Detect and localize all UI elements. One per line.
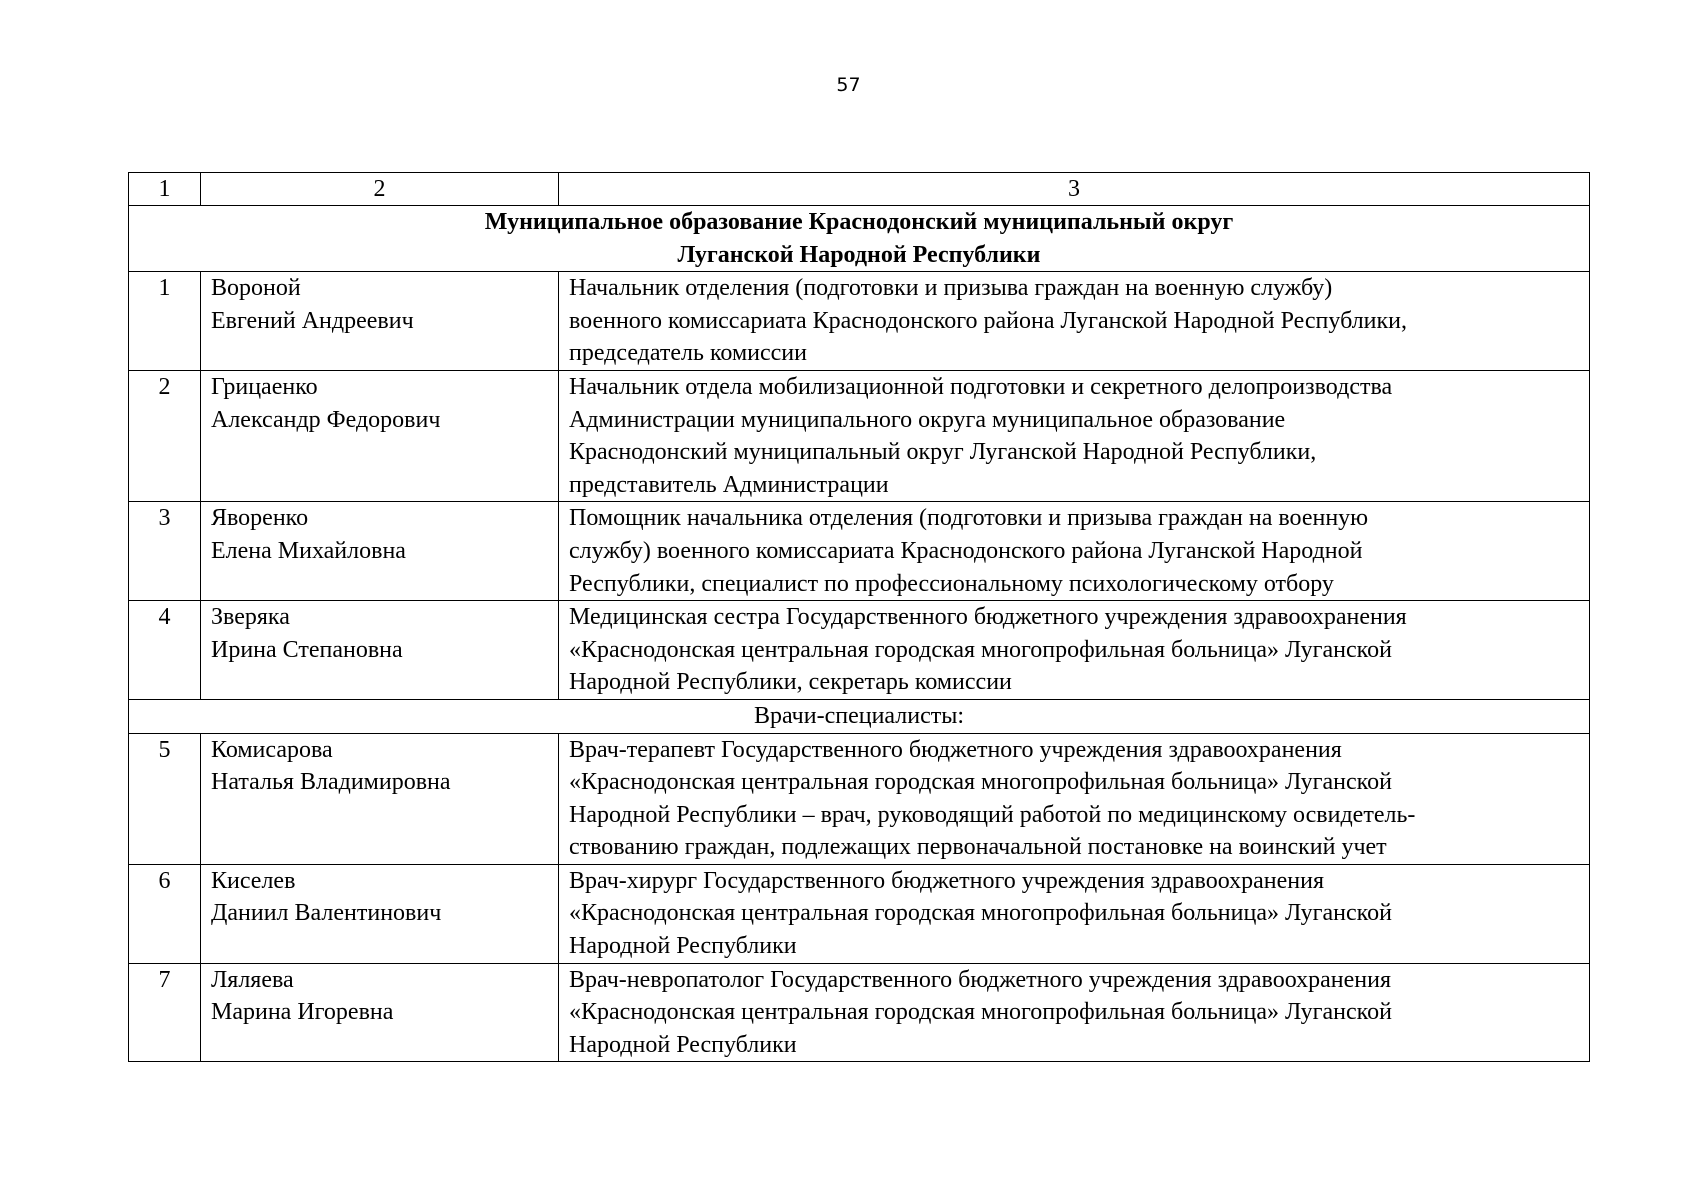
subsection-title: Врачи-специалисты: xyxy=(129,699,1590,733)
header-cell-1: 1 xyxy=(129,173,201,206)
member-name: Грицаенко Александр Федорович xyxy=(201,370,559,501)
row-number: 4 xyxy=(129,601,201,700)
commission-table xyxy=(128,172,1590,1062)
member-name: Зверяка Ирина Степановна xyxy=(201,601,559,700)
member-description: Помощник начальника отделения (подготовки и призыва граждан на военную службу) военного комиссариата Краснодонского района Луганской Народной Республики, специалист по профессиональному психологическому отбору xyxy=(559,502,1590,601)
page-number: 57 xyxy=(836,74,861,96)
row-number: 5 xyxy=(129,733,201,864)
row-number: 7 xyxy=(129,963,201,1062)
row-number: 3 xyxy=(129,502,201,601)
member-description: Врач-терапевт Государственного бюджетного учреждения здравоохранения «Краснодонская центральная городская многопрофильная больница» Луганской Народной Республики – врач, руководящий работой по медицинскому освидетель- ствованию граждан, подлежащих первоначальной постановке на воинский учет xyxy=(559,733,1590,864)
table-row xyxy=(129,502,1590,601)
table-row xyxy=(129,272,1590,371)
row-number: 1 xyxy=(129,272,201,371)
member-name: Яворенко Елена Михайловна xyxy=(201,502,559,601)
table-row xyxy=(129,963,1590,1062)
table-row xyxy=(129,601,1590,700)
table-row xyxy=(129,370,1590,501)
member-name: Киселев Даниил Валентинович xyxy=(201,864,559,963)
member-description: Врач-невропатолог Государственного бюджетного учреждения здравоохранения «Краснодонская центральная городская многопрофильная больница» Луганской Народной Республики xyxy=(559,963,1590,1062)
member-name: Вороной Евгений Андреевич xyxy=(201,272,559,371)
header-row xyxy=(129,173,1590,206)
member-description: Врач-хирург Государственного бюджетного учреждения здравоохранения «Краснодонская центральная городская многопрофильная больница» Луганской Народной Республики xyxy=(559,864,1590,963)
member-name: Ляляева Марина Игоревна xyxy=(201,963,559,1062)
table-row xyxy=(129,864,1590,963)
table-row xyxy=(129,733,1590,864)
member-description: Медицинская сестра Государственного бюджетного учреждения здравоохранения «Краснодонская центральная городская многопрофильная больница» Луганской Народной Республики, секретарь комиссии xyxy=(559,601,1590,700)
subsection-title-row xyxy=(129,699,1590,733)
member-description: Начальник отделения (подготовки и призыва граждан на военную службу) военного комиссариата Краснодонского района Луганской Народной Республики, председатель комиссии xyxy=(559,272,1590,371)
section-title: Муниципальное образование Краснодонский муниципальный округ Луганской Народной Республики xyxy=(129,206,1590,272)
header-cell-3: 3 xyxy=(559,173,1590,206)
row-number: 2 xyxy=(129,370,201,501)
row-number: 6 xyxy=(129,864,201,963)
member-description: Начальник отдела мобилизационной подготовки и секретного делопроизводства Администрации муниципального округа муниципальное образование Краснодонский муниципальный округ Луганской Народной Республики, представитель Администрации xyxy=(559,370,1590,501)
section-title-row xyxy=(129,206,1590,272)
header-cell-2: 2 xyxy=(201,173,559,206)
member-name: Комисарова Наталья Владимировна xyxy=(201,733,559,864)
